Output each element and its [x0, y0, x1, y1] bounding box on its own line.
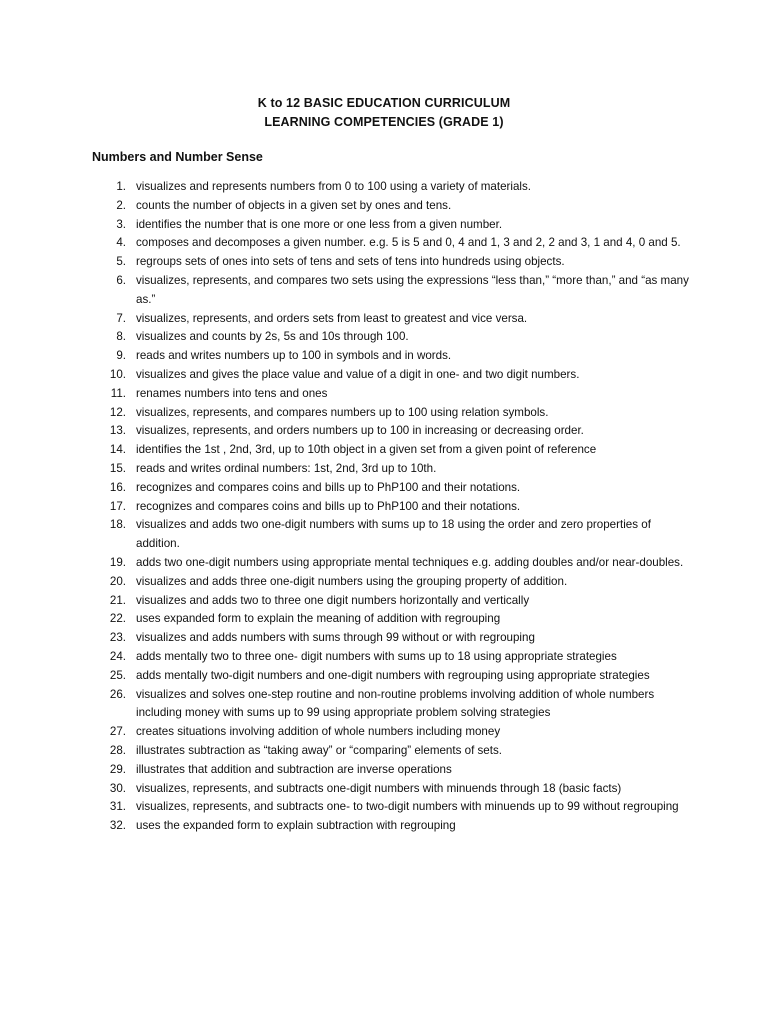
list-item	[92, 404, 692, 423]
list-item	[92, 253, 692, 272]
list-item-number: 20.	[109, 574, 126, 588]
list-item	[92, 347, 692, 366]
list-item-text: adds mentally two to three one- digit numbers with sums up to 18 using appropriate strategies	[136, 649, 617, 663]
list-item	[92, 610, 692, 629]
list-item-number: 18.	[109, 518, 126, 532]
list-item-text: reads and writes ordinal numbers: 1st, 2nd, 3rd up to 10th.	[136, 461, 437, 475]
list-item	[92, 498, 692, 517]
list-item	[92, 817, 692, 836]
list-item	[92, 460, 692, 479]
list-item-number: 25.	[109, 668, 126, 682]
list-item	[92, 554, 692, 573]
list-item-number: 31.	[109, 800, 126, 814]
competency-list	[92, 178, 692, 836]
list-item-number: 6.	[116, 273, 126, 287]
list-item-number: 17.	[109, 499, 126, 513]
list-item	[92, 686, 692, 724]
list-item-text: illustrates that addition and subtraction are inverse operations	[136, 762, 452, 776]
list-item-number: 32.	[109, 819, 126, 833]
list-item-number: 2.	[116, 198, 126, 212]
list-item-text: uses expanded form to explain the meaning of addition with regrouping	[136, 612, 501, 626]
list-item-number: 26.	[109, 687, 126, 701]
list-item-number: 21.	[109, 593, 126, 607]
list-item	[92, 667, 692, 686]
list-item-text: recognizes and compares coins and bills up to PhP100 and their notations.	[136, 499, 521, 513]
list-item-text: visualizes, represents, and orders sets from least to greatest and vice versa.	[136, 311, 528, 325]
list-item-text: composes and decomposes a given number. e.g. 5 is 5 and 0, 4 and 1, 3 and 2, 2 and 3, 1 and 4, 0 and 5.	[136, 236, 681, 250]
list-item	[92, 366, 692, 385]
list-item	[92, 422, 692, 441]
list-item	[92, 516, 692, 554]
list-item	[92, 178, 692, 197]
list-item-text: visualizes, represents, and compares two sets using the expressions “less than,” “more than,” and “as many as.”	[136, 273, 689, 306]
list-item-number: 10.	[109, 367, 126, 381]
list-item	[92, 310, 692, 329]
list-item	[92, 272, 692, 310]
list-item-text: adds two one-digit numbers using appropriate mental techniques e.g. adding doubles and/or near-doubles.	[136, 555, 684, 569]
list-item-number: 5.	[116, 255, 126, 269]
document-title-line-1: K to 12 BASIC EDUCATION CURRICULUM	[257, 96, 511, 110]
list-item-number: 1.	[116, 180, 126, 193]
list-item-number: 3.	[116, 217, 126, 231]
list-item-text: counts the number of objects in a given set by ones and tens.	[136, 198, 452, 212]
list-item-text: illustrates subtraction as “taking away” or “comparing” elements of sets.	[136, 743, 502, 757]
list-item-number: 4.	[116, 236, 126, 250]
list-item-text: regroups sets of ones into sets of tens and sets of tens into hundreds using objects.	[136, 255, 565, 269]
list-item-text: visualizes and represents numbers from 0 to 100 using a variety of materials.	[136, 180, 532, 193]
list-item-text: identifies the number that is one more or one less from a given number.	[136, 217, 503, 231]
list-item-text: creates situations involving addition of whole numbers including money	[136, 725, 501, 739]
list-item	[92, 780, 692, 799]
list-item-text: visualizes and counts by 2s, 5s and 10s through 100.	[136, 330, 409, 344]
list-item-number: 19.	[109, 555, 126, 569]
list-item	[92, 629, 692, 648]
list-item	[92, 592, 692, 611]
list-item	[92, 573, 692, 592]
list-item	[92, 328, 692, 347]
list-item-number: 13.	[109, 424, 126, 438]
list-item	[92, 798, 692, 817]
list-item-text: visualizes, represents, and orders numbers up to 100 in increasing or decreasing order.	[136, 424, 584, 438]
list-item	[92, 648, 692, 667]
list-item-number: 28.	[109, 743, 126, 757]
document-title-line-2: LEARNING COMPETENCIES (GRADE 1)	[264, 115, 504, 129]
list-item	[92, 197, 692, 216]
list-item-number: 7.	[116, 311, 126, 325]
list-item-number: 29.	[109, 762, 126, 776]
list-item-number: 22.	[109, 612, 126, 626]
list-item-text: visualizes and adds numbers with sums through 99 without or with regrouping	[136, 631, 535, 645]
list-item-number: 9.	[116, 349, 126, 363]
list-item	[92, 234, 692, 253]
list-item-text: recognizes and compares coins and bills up to PhP100 and their notations.	[136, 480, 521, 494]
list-item-number: 30.	[109, 781, 126, 795]
list-item-text: renames numbers into tens and ones	[136, 386, 328, 400]
list-item-text: visualizes and adds two to three one digit numbers horizontally and vertically	[136, 593, 530, 607]
list-item	[92, 441, 692, 460]
list-item-text: reads and writes numbers up to 100 in symbols and in words.	[136, 349, 452, 363]
list-item-number: 12.	[109, 405, 126, 419]
list-item	[92, 479, 692, 498]
section-heading: Numbers and Number Sense	[92, 150, 263, 164]
list-item-number: 16.	[109, 480, 126, 494]
list-item	[92, 723, 692, 742]
list-item-text: visualizes and solves one-step routine and non-routine problems involving addition of whole numbers including money with sums up to 99 using appropriate problem solving strategies	[136, 687, 655, 720]
list-item-text: visualizes and adds two one-digit numbers with sums up to 18 using the order and zero properties of addition.	[136, 518, 651, 551]
list-item-text: adds mentally two-digit numbers and one-digit numbers with regrouping using appropriate strategies	[136, 668, 650, 682]
list-item	[92, 385, 692, 404]
list-item-text: identifies the 1st , 2nd, 3rd, up to 10th object in a given set from a given point of reference	[136, 443, 597, 457]
list-item-text: visualizes and adds three one-digit numbers using the grouping property of addition.	[136, 574, 568, 588]
list-item-number: 8.	[116, 330, 126, 344]
list-item-text: visualizes, represents, and subtracts one- to two-digit numbers with minuends up to 99 without regrouping	[136, 800, 679, 814]
list-item-text: visualizes, represents, and subtracts one-digit numbers with minuends through 18 (basic facts)	[136, 781, 622, 795]
list-item-text: uses the expanded form to explain subtraction with regrouping	[136, 819, 456, 833]
list-item-number: 23.	[109, 631, 126, 645]
list-item-text: visualizes, represents, and compares numbers up to 100 using relation symbols.	[136, 405, 549, 419]
list-item-number: 24.	[109, 649, 126, 663]
list-item-number: 27.	[109, 725, 126, 739]
list-item	[92, 216, 692, 235]
list-item-number: 14.	[109, 443, 126, 457]
list-item	[92, 761, 692, 780]
list-item-text: visualizes and gives the place value and value of a digit in one- and two digit numbers.	[136, 367, 580, 381]
list-item	[92, 742, 692, 761]
list-item-number: 15.	[109, 461, 126, 475]
list-item-number: 11.	[110, 386, 126, 400]
